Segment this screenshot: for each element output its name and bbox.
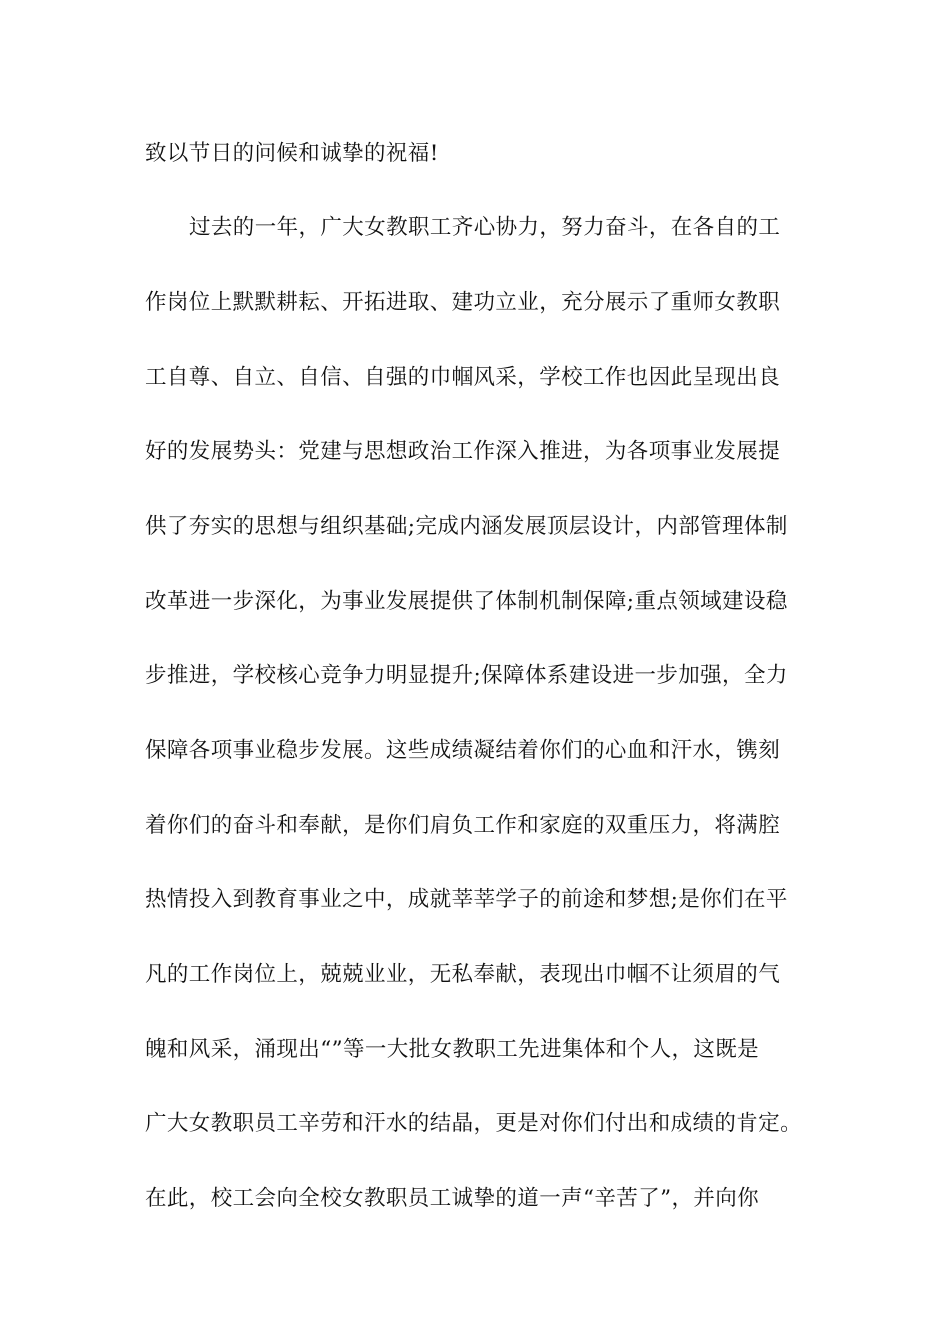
text-line: 广大女教职员工辛劳和汗水的结晶，更是对你们付出和成绩的肯定。 <box>145 1111 803 1136</box>
text-line: 工自尊、自立、自信、自强的巾帼风采，学校工作也因此呈现出良 <box>145 365 781 390</box>
text-line: 步推进，学校核心竞争力明显提升;保障体系建设进一步加强，全力 <box>145 663 788 688</box>
text-line: 凡的工作岗位上，兢兢业业，无私奉献，表现出巾帼不让须眉的气 <box>145 962 781 987</box>
text-line: 致以节日的问候和诚挚的祝福! <box>145 141 439 166</box>
text-line: 热情投入到教育事业之中，成就莘莘学子的前途和梦想;是你们在平 <box>145 887 788 912</box>
text-line: 在此，校工会向全校女教职员工诚挚的道一声“辛苦了”，并向你 <box>145 1186 760 1211</box>
text-line: 保障各项事业稳步发展。这些成绩凝结着你们的心血和汗水，镌刻 <box>145 738 781 763</box>
text-line: 供了夯实的思想与组织基础;完成内涵发展顶层设计，内部管理体制 <box>145 514 788 539</box>
text-line: 着你们的奋斗和奉献，是你们肩负工作和家庭的双重压力，将满腔 <box>145 813 781 838</box>
text-line: 改革进一步深化，为事业发展提供了体制机制保障;重点领域建设稳 <box>145 589 788 614</box>
text-line: 好的发展势头：党建与思想政治工作深入推进，为各项事业发展提 <box>145 439 781 464</box>
text-line: 作岗位上默默耕耘、开拓进取、建功立业，充分展示了重师女教职 <box>145 290 781 315</box>
text-line-paragraph-start: 过去的一年，广大女教职工齐心协力，努力奋斗，在各自的工 <box>189 215 781 240</box>
text-line: 魄和风采，涌现出“”等一大批女教职工先进集体和个人，这既是 <box>145 1037 760 1062</box>
